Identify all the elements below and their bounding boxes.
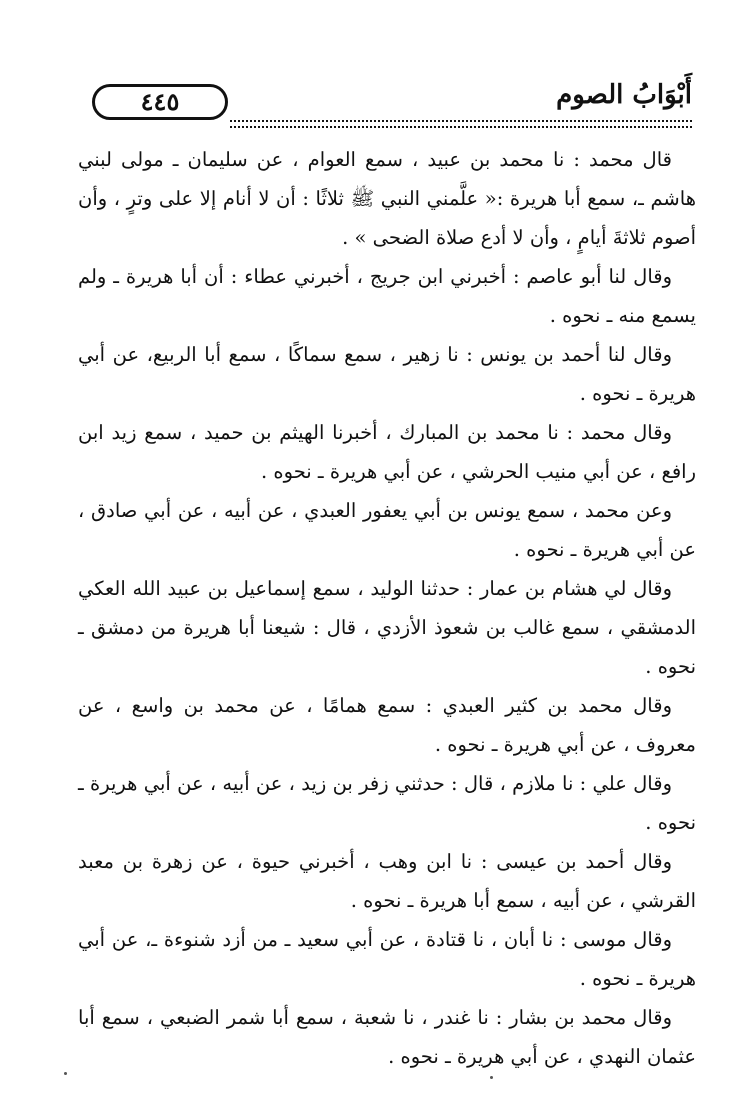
page-speck bbox=[64, 1072, 67, 1075]
header-rule bbox=[230, 120, 692, 128]
page-number: ٤٤٥ bbox=[140, 87, 180, 116]
paragraph: وقال موسى : نا أبان ، نا قتادة ، عن أبي سعيد ـ من أزد شنوءة ـ، عن أبي هريرة ـ نحوه . bbox=[78, 928, 696, 990]
paragraph: وقال علي : نا ملازم ، قال : حدثني زفر بن زيد ، عن أبيه ، عن أبي هريرة ـ نحوه . bbox=[78, 772, 696, 834]
paragraph: وقال محمد : نا محمد بن المبارك ، أخبرنا الهيثم بن حميد ، سمع زيد ابن رافع ، عن أبي منيب الحرشي ، عن أبي هريرة ـ نحوه . bbox=[78, 421, 696, 483]
page-header bbox=[80, 76, 692, 128]
paragraph: وقال أحمد بن عيسى : نا ابن وهب ، أخبرني حيوة ، عن زهرة بن معبد القرشي ، عن أبيه ، سمع أبا هريرة ـ نحوه . bbox=[78, 850, 696, 912]
paragraph: وقال محمد بن بشار : نا غندر ، نا شعبة ، سمع أبا شمر الضبعي ، سمع أبا عثمان النهدي ، عن أبي هريرة ـ نحوه . bbox=[78, 1006, 696, 1068]
page-number-frame bbox=[92, 84, 228, 120]
paragraph: وقال لنا أحمد بن يونس : نا زهير ، سمع سماكًا ، سمع أبا الربيع، عن أبي هريرة ـ نحوه . bbox=[78, 343, 696, 405]
chapter-title: أَبْوَابُ الصوم bbox=[556, 80, 692, 110]
paragraph: وقال لي هشام بن عمار : حدثنا الوليد ، سمع إسماعيل بن عبيد الله العكي الدمشقي ، سمع غالب بن شعوذ الأزدي ، قال : شيعنا أبا هريرة من دمشق ـ نحوه . bbox=[78, 577, 696, 678]
page-speck bbox=[490, 1076, 493, 1079]
paragraph: وقال لنا أبو عاصم : أخبرني ابن جريج ، أخبرني عطاء : أن أبا هريرة ـ ولم يسمع منه ـ نحوه . bbox=[78, 265, 696, 327]
paragraph: وقال محمد بن كثير العبدي : سمع همامًا ، عن محمد بن واسع ، عن معروف ، عن أبي هريرة ـ نحوه . bbox=[78, 694, 696, 756]
paragraph: قال محمد : نا محمد بن عبيد ، سمع العوام ، عن سليمان ـ مولى لبني هاشم ـ، سمع أبا هريرة :« علَّمني النبي ﷺ ثلاثًا : أن لا أنام إلا على وترٍ ، وأن أصوم ثلاثةَ أيامٍ ، وأن لا أدع صلاة الضحى » . bbox=[78, 148, 696, 249]
body-text bbox=[78, 140, 696, 1076]
paragraph: وعن محمد ، سمع يونس بن أبي يعفور العبدي ، عن أبيه ، عن أبي صادق ، عن أبي هريرة ـ نحوه . bbox=[78, 499, 696, 561]
